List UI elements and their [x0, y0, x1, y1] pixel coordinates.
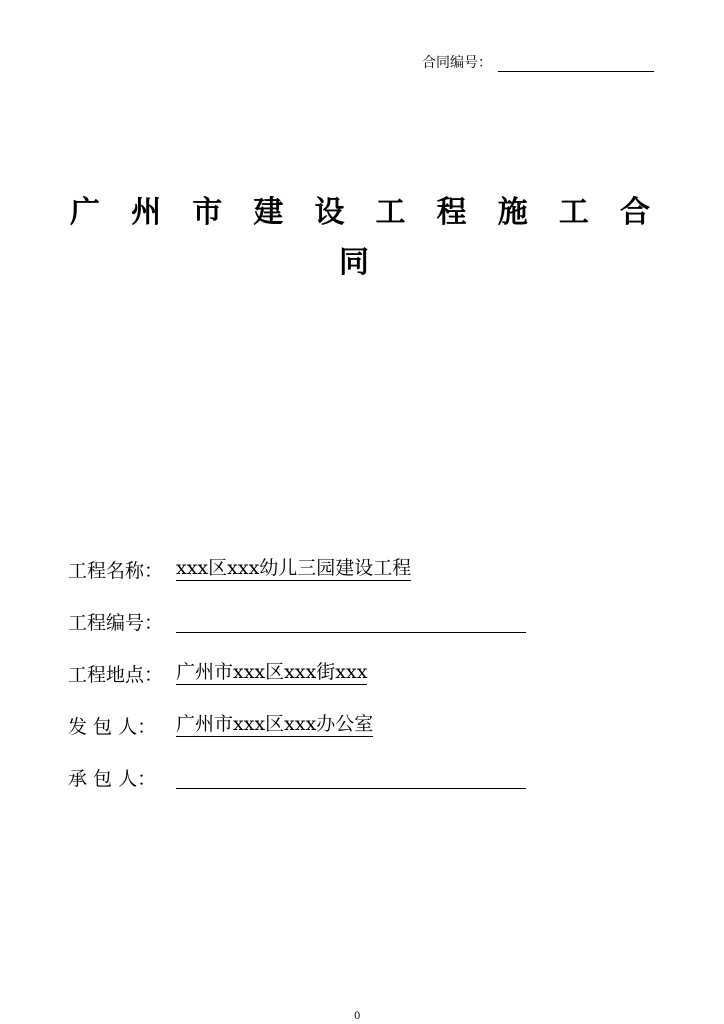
employer-value: 广州市xxx区xxx办公室	[176, 713, 374, 735]
title-char: 市	[192, 195, 223, 230]
contract-number-blank	[498, 55, 654, 72]
field-project-number	[68, 608, 526, 660]
contract-number-label: 合同编号：	[422, 55, 492, 71]
field-project-name	[68, 556, 526, 608]
title-char: 广	[70, 195, 100, 230]
title-char: 工	[558, 195, 589, 230]
title-char: 设	[314, 195, 345, 230]
project-location-value: 广州市xxx区xxx街xxx	[176, 661, 368, 683]
title-char: 建	[253, 195, 284, 230]
contractor-blank	[176, 764, 526, 789]
field-label: 发 包 人：	[68, 716, 157, 738]
title-line-2: 同	[339, 245, 369, 280]
title-line-1	[70, 188, 650, 238]
project-name-value: xxx区xxx幼儿三园建设工程	[176, 557, 412, 579]
project-number-blank	[176, 608, 526, 633]
field-label: 承 包 人：	[68, 768, 157, 790]
title-char: 程	[436, 195, 467, 230]
field-label: 工程名称：	[68, 560, 164, 582]
project-info-fields	[68, 556, 526, 816]
title-char: 州	[131, 195, 162, 230]
field-label: 工程编号：	[68, 612, 164, 634]
contract-number	[422, 52, 654, 72]
page-number: 0	[354, 1011, 361, 1022]
title-char: 施	[497, 195, 528, 230]
document-title	[70, 188, 650, 288]
field-label: 工程地点：	[68, 664, 164, 686]
title-char: 合	[619, 195, 650, 230]
field-employer	[68, 712, 526, 764]
field-contractor	[68, 764, 526, 816]
field-project-location	[68, 660, 526, 712]
title-char: 工	[375, 195, 406, 230]
